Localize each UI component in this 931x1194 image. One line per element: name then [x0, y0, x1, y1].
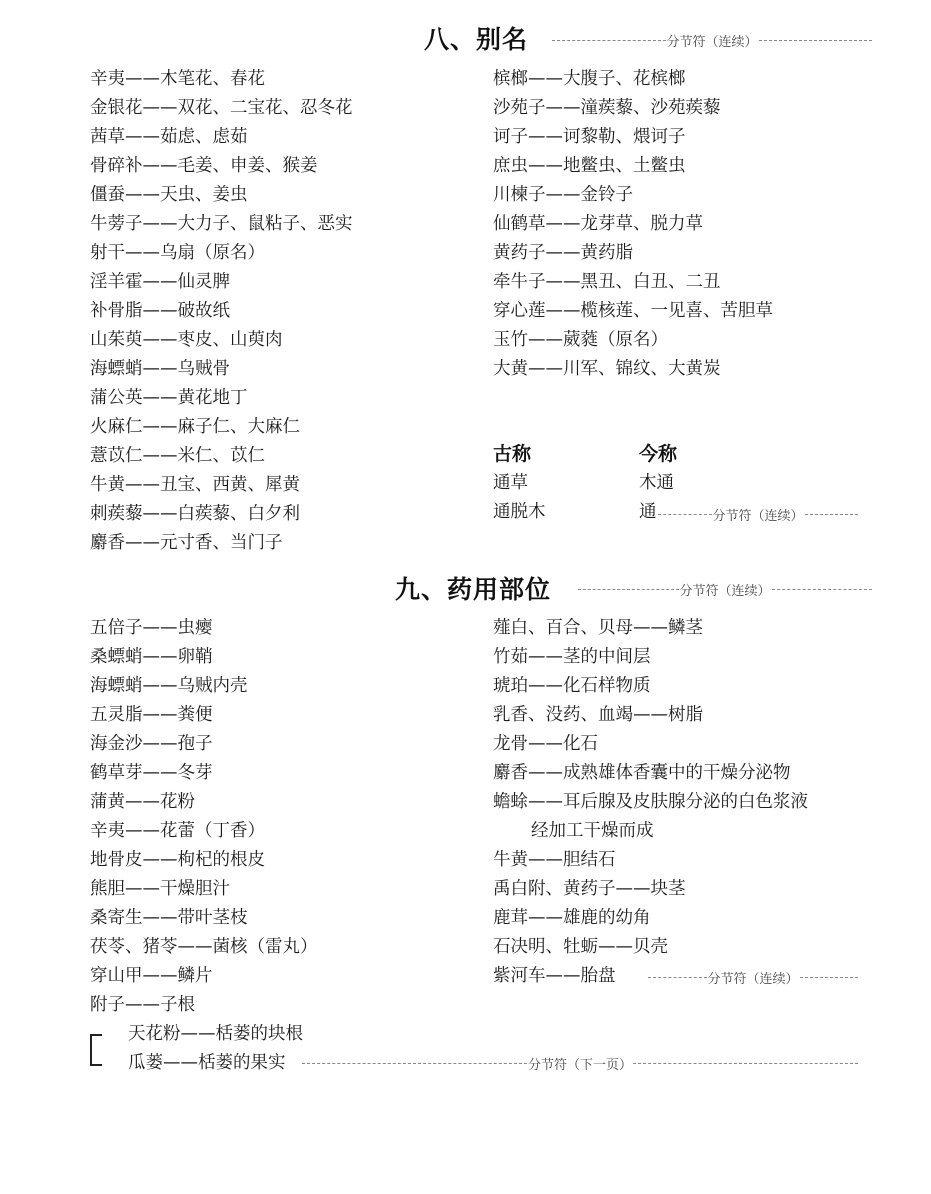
alias-line: 庶虫——地鳖虫、土鳖虫: [493, 156, 686, 176]
part-line: 紫河车——胎盘: [493, 966, 616, 986]
dashed-rule: [302, 1063, 527, 1064]
alias-line: 山茱萸——枣皮、山萸肉: [90, 330, 283, 350]
section-8-heading: 八、别名: [424, 25, 529, 54]
alias-line: 大黄——川军、锦纹、大黄炭: [493, 359, 721, 379]
dashed-rule: [772, 589, 873, 590]
part-line: 海金沙——孢子: [90, 734, 213, 754]
part-line: 辛夷——花蕾（丁香）: [90, 821, 265, 841]
alias-line: 骨碎补——毛姜、申姜、猴姜: [90, 156, 318, 176]
part-line: 乳香、没药、血竭——树脂: [493, 705, 703, 725]
parts-left-column: [90, 614, 318, 1078]
alias-line: 淫羊霍——仙灵脾: [90, 272, 230, 292]
alias-line: 辛夷——木笔花、春花: [90, 69, 265, 89]
section-break-label: 分节符（连续）: [712, 509, 804, 524]
part-line: 桑寄生——带叶茎枝: [90, 908, 248, 928]
part-line: 琥珀——化石样物质: [493, 676, 651, 696]
dashed-rule: [658, 514, 712, 515]
part-line: 海螵蛸——乌贼内壳: [90, 676, 248, 696]
dashed-rule: [800, 977, 859, 978]
alias-line: 槟榔——大腹子、花槟榔: [493, 69, 686, 89]
part-line: 竹茹——茎的中间层: [493, 647, 651, 667]
part-line: 石决明、牡蛎——贝壳: [493, 937, 668, 957]
modern-name: 通: [639, 502, 657, 522]
alias-line: 薏苡仁——米仁、苡仁: [90, 446, 265, 466]
grouping-bracket: [90, 1034, 102, 1066]
section-break-continuous-3: [578, 580, 872, 599]
part-line: 熊胆——干燥胆汁: [90, 879, 230, 899]
part-line: 茯苓、猪苓——菌核（雷丸）: [90, 937, 318, 957]
section-break-continuous-4: [648, 968, 858, 987]
alias-line: 牛蒡子——大力子、鼠粘子、恶实: [90, 214, 353, 234]
aliases-left-column: [90, 65, 353, 558]
alias-line: 射干——乌扇（原名）: [90, 243, 265, 263]
part-line: 地骨皮——枸杞的根皮: [90, 850, 265, 870]
ancient-name: 通草: [493, 473, 528, 493]
header-modern-name: 今称: [639, 443, 678, 465]
alias-line: 沙苑子——潼蒺藜、沙苑蒺藜: [493, 98, 721, 118]
alias-line: 麝香——元寸香、当门子: [90, 533, 283, 553]
ancient-name: 通脱木: [493, 502, 546, 522]
parts-right-column: [493, 614, 808, 991]
part-line: 麝香——成熟雄体香囊中的干燥分泌物: [493, 763, 791, 783]
aliases-right-column: [493, 65, 773, 384]
dashed-rule: [578, 589, 679, 590]
part-line: 蟾蜍——耳后腺及皮肤腺分泌的白色浆液: [493, 792, 808, 812]
bracket-item-line: 瓜蒌——栝蒌的果实: [128, 1053, 286, 1073]
part-line: 附子——子根: [90, 995, 195, 1015]
table-header-row: [493, 440, 873, 469]
alias-line: 蒲公英——黄花地丁: [90, 388, 248, 408]
dashed-rule: [648, 977, 707, 978]
alias-line: 海螵蛸——乌贼骨: [90, 359, 230, 379]
part-line: 鹤草芽——冬芽: [90, 763, 213, 783]
header-ancient-name: 古称: [493, 443, 532, 465]
part-line: 穿山甲——鳞片: [90, 966, 213, 986]
section-break-next-page: [302, 1054, 858, 1073]
section-break-label: 分节符（连续）: [707, 972, 799, 987]
alias-line: 火麻仁——麻子仁、大麻仁: [90, 417, 300, 437]
section-break-label: 分节符（连续）: [666, 35, 758, 50]
modern-name: 木通: [639, 473, 674, 493]
alias-line: 补骨脂——破故纸: [90, 301, 230, 321]
alias-line: 穿心莲——榄核莲、一见喜、苦胆草: [493, 301, 773, 321]
alias-line: 黄药子——黄药脂: [493, 243, 633, 263]
part-line-continuation: 经加工干燥而成: [531, 821, 654, 841]
section-break-label: 分节符（下一页）: [528, 1058, 633, 1073]
alias-line: 茜草——茹虑、虑茹: [90, 127, 248, 147]
dashed-rule: [633, 1063, 858, 1064]
part-line: 薤白、百合、贝母——鳞茎: [493, 618, 703, 638]
part-line: 桑螵蛸——卵鞘: [90, 647, 213, 667]
part-line: 鹿茸——雄鹿的幼角: [493, 908, 651, 928]
alias-line: 牛黄——丑宝、西黄、犀黄: [90, 475, 300, 495]
part-line: 龙骨——化石: [493, 734, 598, 754]
part-line: 禹白附、黄药子——块茎: [493, 879, 686, 899]
alias-line: 牵牛子——黑丑、白丑、二丑: [493, 272, 721, 292]
alias-line: 金银花——双花、二宝花、忍冬花: [90, 98, 353, 118]
dashed-rule: [759, 40, 873, 41]
section-break-continuous-2: [658, 505, 858, 524]
section-9-heading: 九、药用部位: [395, 575, 552, 604]
table-row: [493, 469, 873, 498]
alias-line: 玉竹——葳蕤（原名）: [493, 330, 668, 350]
dashed-rule: [805, 514, 859, 515]
part-line: 蒲黄——花粉: [90, 792, 195, 812]
alias-line: 川楝子——金铃子: [493, 185, 633, 205]
alias-line: 僵蚕——天虫、姜虫: [90, 185, 248, 205]
alias-line: 诃子——诃黎勒、煨诃子: [493, 127, 686, 147]
section-break-label: 分节符（连续）: [679, 584, 771, 599]
part-line: 牛黄——胆结石: [493, 850, 616, 870]
dashed-rule: [552, 40, 666, 41]
bracket-item-line: 天花粉——栝蒌的块根: [128, 1024, 303, 1044]
part-line: 五倍子——虫瘿: [90, 618, 213, 638]
alias-line: 刺蒺藜——白蒺藜、白夕利: [90, 504, 300, 524]
part-line: 五灵脂——粪便: [90, 705, 213, 725]
section-break-continuous-1: [552, 31, 872, 50]
alias-line: 仙鹤草——龙芽草、脱力草: [493, 214, 703, 234]
